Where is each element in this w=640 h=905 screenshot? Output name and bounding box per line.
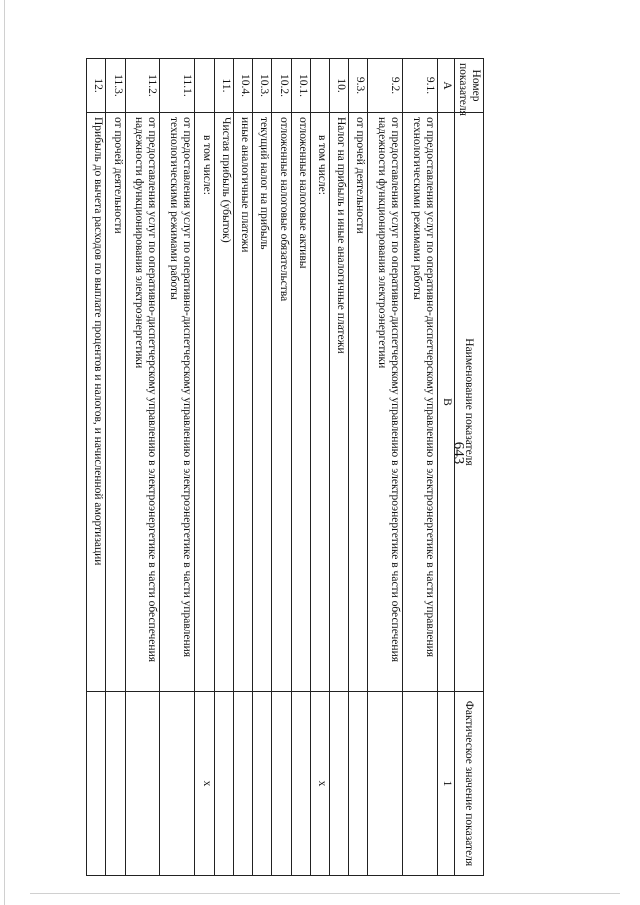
table-row — [368, 59, 403, 876]
row-number: 9.3. — [349, 59, 368, 113]
table-row — [160, 59, 195, 876]
table-row — [195, 59, 214, 876]
indicator-table — [86, 58, 484, 876]
row-name: от предоставления услуг по оперативно-диспетчерскому управлению в электроэнергетике в части управления технологическими режимами работы — [160, 113, 195, 692]
row-value — [349, 692, 368, 876]
row-value: x — [310, 692, 329, 876]
letter-b: В — [438, 113, 454, 692]
table-row — [349, 59, 368, 876]
letter-1: 1 — [438, 692, 454, 876]
row-value — [368, 692, 403, 876]
row-name: отложенные налоговые обязательства — [272, 113, 291, 692]
row-number: 10.3. — [253, 59, 272, 113]
table-row — [253, 59, 272, 876]
row-number: 10.2. — [272, 59, 291, 113]
row-name: от прочей деятельности — [349, 113, 368, 692]
header-value: Фактическое значение показателя — [454, 692, 483, 876]
header-number: Номер показателя — [454, 59, 483, 113]
header-row — [454, 59, 483, 876]
table-row — [125, 59, 160, 876]
indicator-table-container — [86, 58, 484, 867]
table-row — [214, 59, 233, 876]
row-number — [310, 59, 329, 113]
header-name: Наименование показателя — [454, 113, 483, 692]
row-value — [106, 692, 125, 876]
row-number: 10.4. — [233, 59, 252, 113]
table-row — [310, 59, 329, 876]
row-name: текущий налог на прибыль — [253, 113, 272, 692]
row-number: 9.1. — [403, 59, 438, 113]
row-name: от прочей деятельности — [106, 113, 125, 692]
table-row — [330, 59, 349, 876]
row-value — [272, 692, 291, 876]
row-value — [330, 692, 349, 876]
row-number: 10. — [330, 59, 349, 113]
row-number — [195, 59, 214, 113]
row-value — [125, 692, 160, 876]
row-name: иные аналогичные платежи — [233, 113, 252, 692]
row-value — [403, 692, 438, 876]
page-number: 643 — [450, 441, 467, 465]
row-name: отложенные налоговые активы — [291, 113, 310, 692]
row-value — [160, 692, 195, 876]
letter-a: А — [438, 59, 454, 113]
table-row — [272, 59, 291, 876]
row-value — [87, 692, 106, 876]
row-name: Прибыль до вычета расходов по выплате процентов и налогов, и начисленной амортизации — [87, 113, 106, 692]
row-name: в том числе: — [195, 113, 214, 692]
row-value — [253, 692, 272, 876]
row-number: 11.1. — [160, 59, 195, 113]
table-row — [106, 59, 125, 876]
row-name: от предоставления услуг по оперативно-диспетчерскому управлению в электроэнергетике в части управления технологическими режимами работы — [403, 113, 438, 692]
row-name: Чистая прибыль (убыток) — [214, 113, 233, 692]
scan-bottom-line — [30, 893, 620, 894]
scan-margin-line — [4, 0, 5, 905]
row-value — [291, 692, 310, 876]
row-number: 12. — [87, 59, 106, 113]
header-letter-row — [438, 59, 454, 876]
table-row — [233, 59, 252, 876]
row-number: 9.2. — [368, 59, 403, 113]
row-name: Налог на прибыль и иные аналогичные платежи — [330, 113, 349, 692]
row-name: от предоставления услуг по оперативно-диспетчерскому управлению в электроэнергетике в части обеспечения надежности функционирования электроэнергетики — [125, 113, 160, 692]
row-number: 11.3. — [106, 59, 125, 113]
row-number: 11.2. — [125, 59, 160, 113]
row-value — [214, 692, 233, 876]
table-row — [87, 59, 106, 876]
row-number: 11. — [214, 59, 233, 113]
table-row — [403, 59, 438, 876]
table-row — [291, 59, 310, 876]
row-value — [233, 692, 252, 876]
row-value: x — [195, 692, 214, 876]
row-name: от предоставления услуг по оперативно-диспетчерскому управлению в электроэнергетике в части обеспечения надежности функционирования электроэнергетики — [368, 113, 403, 692]
row-number: 10.1. — [291, 59, 310, 113]
row-name: в том числе: — [310, 113, 329, 692]
